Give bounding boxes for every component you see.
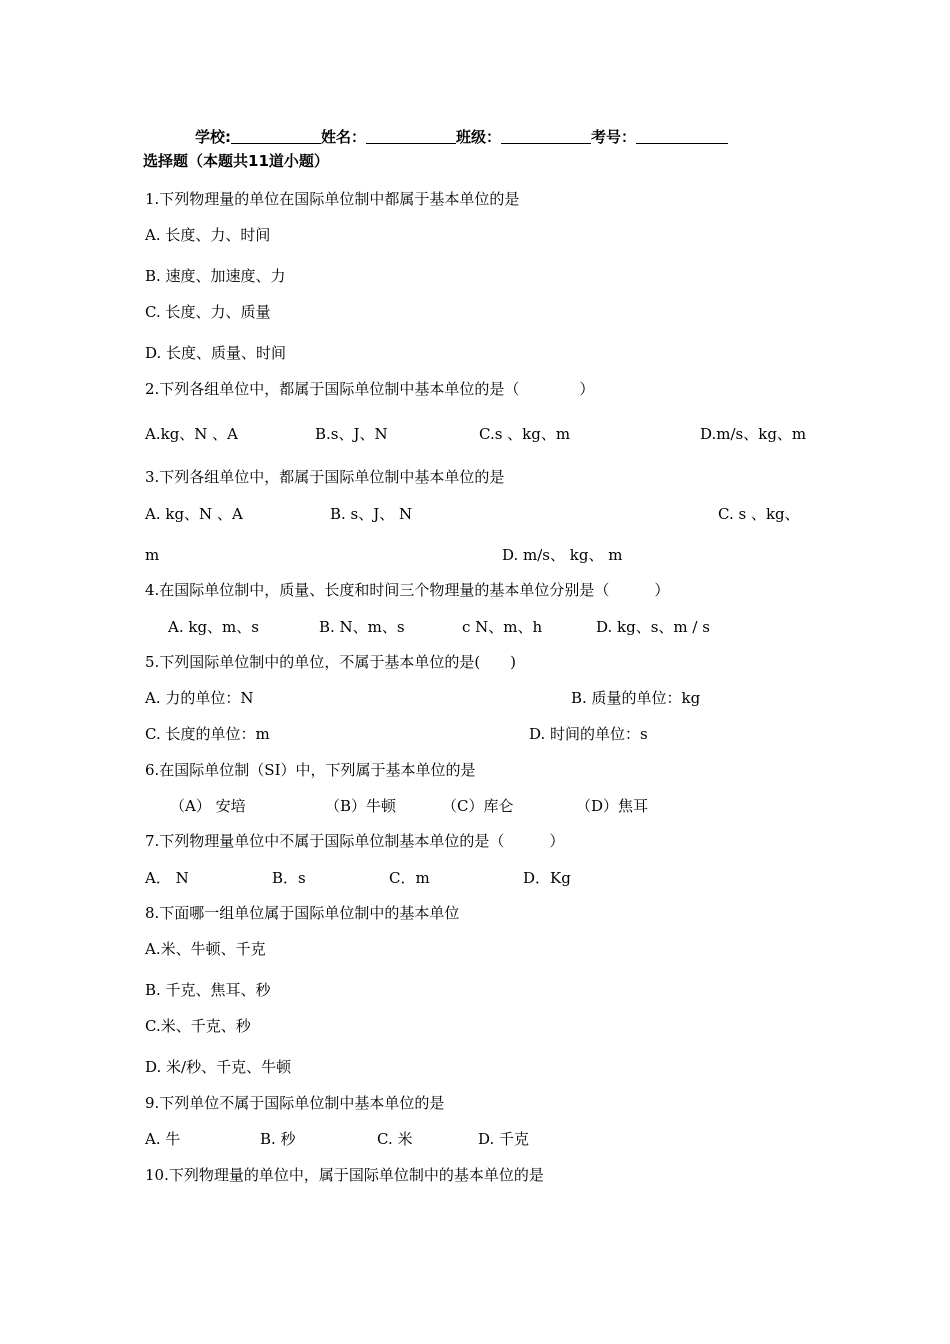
question-stem: 2.下列各组单位中，都属于国际单位制中基本单位的是（ ） [145, 380, 595, 398]
exam-no-label: 考号： [591, 128, 637, 146]
option: B. 速度、加速度、力 [145, 267, 286, 285]
option: D．Kg [523, 869, 571, 887]
option: （C）库仑 [442, 797, 514, 815]
option: C.s 、kg、m [479, 425, 571, 443]
option: C.米、千克、秒 [145, 1017, 251, 1035]
option: （B）牛顿 [325, 797, 397, 815]
option: A.kg、N 、A [145, 425, 239, 443]
option: （D）焦耳 [576, 797, 649, 815]
option: B.s、J、N [315, 425, 388, 443]
option: C．m [389, 869, 430, 887]
name-label: 姓名： [321, 128, 367, 146]
question-stem: 6.在国际单位制（SI）中，下列属于基本单位的是 [145, 761, 476, 779]
option: A. kg、N 、A [145, 505, 243, 523]
option: D. 千克 [478, 1130, 530, 1148]
option: A. 长度、力、时间 [145, 226, 271, 244]
question-stem: 10.下列物理量的单位中，属于国际单位制中的基本单位的是 [145, 1166, 544, 1184]
option: C. 长度、力、质量 [145, 303, 271, 321]
option: A.米、牛顿、千克 [145, 940, 266, 958]
question-stem: 5.下列国际单位制中的单位，不属于基本单位的是( ) [145, 653, 517, 671]
option: C. s 、kg、 [718, 505, 800, 523]
option: A. 力的单位：N [145, 689, 254, 707]
option: D.m/s、kg、m [700, 425, 807, 443]
option: A. 牛 [145, 1130, 181, 1148]
class-blank[interactable] [501, 129, 591, 144]
option: B. s、J、 N [330, 505, 413, 523]
question-stem: 1.下列物理量的单位在国际单位制中都属于基本单位的是 [145, 190, 520, 208]
option: B. 千克、焦耳、秒 [145, 981, 271, 999]
option: D. kg、s、m / s [596, 618, 710, 636]
option: m [145, 546, 160, 564]
question-stem: 8.下面哪一组单位属于国际单位制中的基本单位 [145, 904, 460, 922]
question-stem: 7.下列物理量单位中不属于国际单位制基本单位的是（ ） [145, 832, 565, 850]
option: c N、m、h [462, 618, 543, 636]
option: D. 时间的单位：s [529, 725, 648, 743]
question-stem: 9.下列单位不属于国际单位制中基本单位的是 [145, 1094, 445, 1112]
option: C. 长度的单位：m [145, 725, 270, 743]
option: B. 秒 [260, 1130, 296, 1148]
option: A. kg、m、s [168, 618, 259, 636]
question-stem: 3.下列各组单位中，都属于国际单位制中基本单位的是 [145, 468, 505, 486]
student-info-header [195, 127, 728, 147]
school-label: 学校: [195, 128, 231, 146]
name-blank[interactable] [366, 129, 456, 144]
option: （A） 安培 [170, 797, 246, 815]
option: D. 长度、质量、时间 [145, 344, 287, 362]
question-stem: 4.在国际单位制中，质量、长度和时间三个物理量的基本单位分别是（ ） [145, 581, 670, 599]
exam-no-blank[interactable] [636, 129, 728, 144]
option: B．s [272, 869, 306, 887]
option: D. 米/秒、千克、牛顿 [145, 1058, 292, 1076]
class-label: 班级： [456, 128, 502, 146]
option: C. 米 [377, 1130, 413, 1148]
option: D. m/s、 kg、 m [502, 546, 623, 564]
option: B. N、m、s [319, 618, 405, 636]
section-title: 选择题（本题共11道小题） [143, 152, 329, 170]
option: B. 质量的单位：kg [571, 689, 701, 707]
school-blank[interactable] [231, 129, 321, 144]
option: A． N [145, 869, 189, 887]
